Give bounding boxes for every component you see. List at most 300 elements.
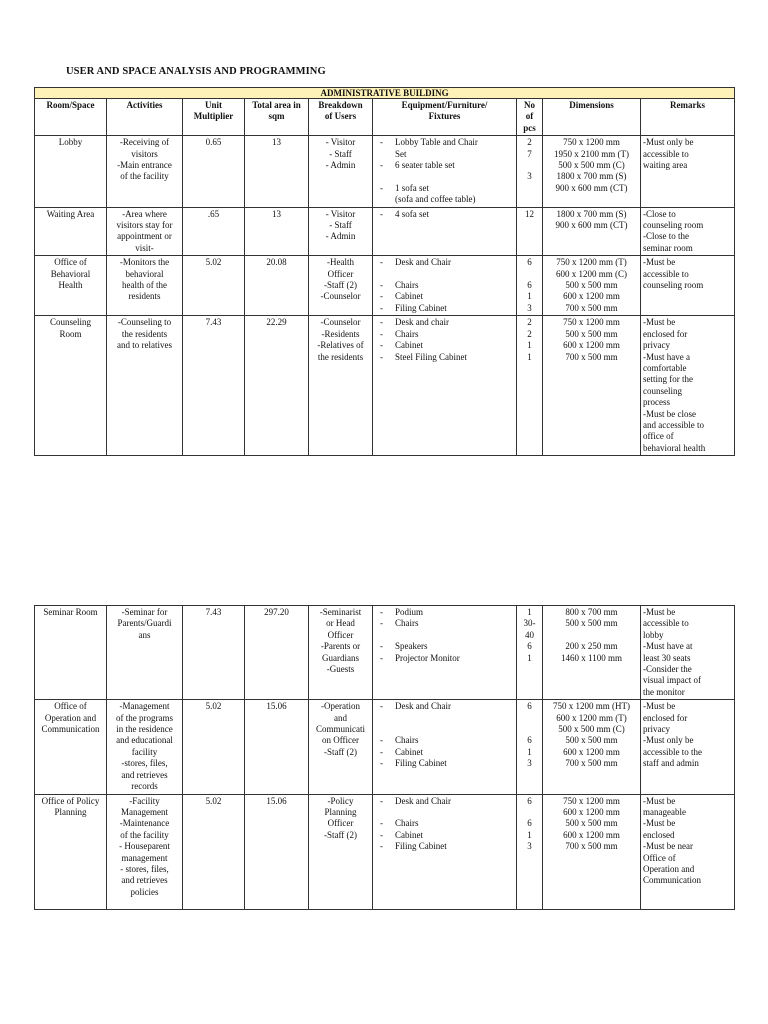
dimensions-line: 600 x 1200 mm (C) — [556, 268, 627, 279]
unit-value: 5.02 — [205, 257, 222, 268]
area-value: 15.06 — [266, 795, 287, 806]
remarks-cell — [641, 207, 735, 256]
activities-line: policies — [130, 886, 159, 897]
remarks-line: -Close to — [643, 208, 676, 219]
pcs-cell — [517, 606, 543, 700]
equipment-list — [375, 701, 514, 769]
users-line: and — [334, 712, 347, 723]
equipment-spacer — [375, 171, 514, 182]
space-program-table-top — [34, 87, 735, 456]
unit-multiplier-cell — [183, 794, 245, 909]
equipment-cell — [373, 256, 517, 316]
remarks-line: accessible to the — [643, 746, 702, 757]
dimensions-line: 750 x 1200 mm — [563, 317, 620, 328]
activities-line: ans — [138, 629, 151, 640]
equipment-item-line: - Podium — [395, 607, 424, 617]
col-header-pcs: No of pcs — [517, 99, 543, 136]
equipment-item — [375, 641, 514, 652]
pcs-line — [519, 160, 540, 171]
equipment-item-line: - Lobby Table and Chair — [395, 137, 478, 148]
equipment-item-line: - Filing Cabinet — [395, 302, 447, 313]
activities-line: residents — [128, 291, 161, 302]
equipment-item — [375, 160, 514, 171]
activities-line: -Monitors the — [119, 257, 170, 268]
dimensions-line: 200 x 250 mm — [565, 641, 618, 652]
equipment-list — [375, 209, 514, 220]
pcs-line: 6 — [527, 280, 532, 291]
remarks-line: setting for the — [643, 374, 693, 385]
remarks-line: -Must have at — [643, 641, 693, 652]
room-line: Operation and — [44, 712, 97, 723]
remarks-line: -Must be — [643, 317, 676, 328]
users-line: - Staff — [329, 220, 352, 231]
users-line: or Head — [326, 618, 355, 629]
activities-line: -Seminar for — [121, 607, 168, 617]
remarks-cell — [641, 700, 735, 794]
room-cell — [35, 794, 107, 909]
dimensions-line: 1800 x 700 mm (S) — [556, 171, 627, 182]
equipment-item-line: - Cabinet — [395, 746, 423, 757]
remarks-line: accessible to — [643, 268, 689, 279]
activities-line: and retrieves — [121, 769, 168, 780]
remarks-cell — [641, 256, 735, 316]
unit-value: .65 — [207, 208, 220, 219]
equipment-list — [375, 796, 514, 853]
table-row — [35, 316, 735, 456]
equipment-list — [375, 257, 514, 314]
dimensions-line: 600 x 1200 mm — [563, 806, 620, 817]
equipment-item-line: Set — [395, 148, 407, 159]
unit-multiplier-cell — [183, 606, 245, 700]
users-cell — [309, 700, 373, 794]
remarks-line: process — [643, 397, 670, 408]
pcs-line: 1 — [527, 652, 532, 663]
room-line: Planning — [54, 806, 87, 817]
equipment-item — [375, 747, 514, 758]
pcs-line: 6 — [527, 735, 532, 746]
equipment-item-line: - Speakers — [395, 641, 428, 652]
activities-line: facility — [131, 746, 158, 757]
area-value: 297.20 — [264, 607, 289, 617]
equipment-item — [375, 618, 514, 629]
activities-cell — [107, 700, 183, 794]
room-line: Behavioral — [50, 268, 91, 279]
equipment-item — [375, 701, 514, 712]
pcs-line: 12 — [525, 208, 534, 219]
equipment-cell — [373, 136, 517, 207]
equipment-item — [375, 352, 514, 363]
users-cell — [309, 136, 373, 207]
dimensions-line: 600 x 1200 mm (T) — [556, 712, 627, 723]
room-line: Office of — [54, 257, 87, 268]
users-line: Planning — [324, 806, 357, 817]
dimensions-line: 800 x 700 mm — [565, 607, 618, 617]
equipment-item — [375, 257, 514, 268]
users-line: Officer — [327, 268, 354, 279]
equipment-item — [375, 735, 514, 746]
remarks-line: privacy — [643, 340, 670, 351]
activities-line: the residents — [121, 328, 168, 339]
users-line: Guardians — [322, 652, 359, 663]
unit-multiplier-cell — [183, 136, 245, 207]
remarks-line: seminar room — [643, 242, 693, 253]
users-line: -Staff (2) — [323, 280, 358, 291]
users-line: Officer — [327, 629, 354, 640]
equipment-item-line: - Filing Cabinet — [395, 758, 447, 769]
dimensions-line: 600 x 1200 mm — [563, 291, 620, 302]
remarks-line: accessible to — [643, 618, 689, 629]
total-area-cell — [245, 794, 309, 909]
dimensions-line: 900 x 600 mm (CT) — [555, 220, 628, 231]
activities-line: -Counseling to — [117, 317, 172, 328]
equipment-cell — [373, 316, 517, 456]
total-area-cell — [245, 136, 309, 207]
equipment-spacer — [375, 713, 514, 724]
equipment-item-line: - Chairs — [395, 280, 419, 291]
equipment-item — [375, 137, 514, 160]
dimensions-line: 700 x 500 mm — [565, 758, 618, 769]
document-title: USER AND SPACE ANALYSIS AND PROGRAMMING — [66, 66, 326, 77]
dimensions-line: 600 x 1200 mm — [563, 829, 620, 840]
table-row — [35, 700, 735, 794]
users-line: -Residents — [321, 328, 360, 339]
equipment-item — [375, 329, 514, 340]
equipment-item-line: - Desk and Chair — [395, 701, 451, 712]
pcs-cell — [517, 256, 543, 316]
equipment-list — [375, 317, 514, 363]
dimensions-line: 900 x 600 mm (CT) — [555, 182, 628, 193]
equipment-item — [375, 280, 514, 291]
equipment-item — [375, 830, 514, 841]
activities-line: in the residence — [116, 724, 173, 735]
users-cell — [309, 606, 373, 700]
remarks-line: counseling room — [643, 220, 704, 231]
equipment-cell — [373, 207, 517, 256]
dimensions-cell — [543, 207, 641, 256]
dimensions-line: 750 x 1200 mm — [563, 795, 620, 806]
equipment-item — [375, 607, 514, 618]
users-line: on Officer — [321, 735, 360, 746]
equipment-item — [375, 796, 514, 807]
area-value: 13 — [272, 208, 281, 219]
users-line: -Relatives of — [317, 340, 364, 351]
dimensions-cell — [543, 700, 641, 794]
users-line: -Staff (2) — [323, 746, 358, 757]
activities-line: management — [121, 852, 168, 863]
remarks-line: -Must only be — [643, 137, 694, 148]
room-cell — [35, 136, 107, 207]
room-cell — [35, 207, 107, 256]
equipment-cell — [373, 606, 517, 700]
col-header-total-area: Total area in sqm — [245, 99, 309, 136]
remarks-line: staff and admin — [643, 758, 699, 769]
dimensions-line: 500 x 500 mm (C) — [558, 160, 625, 171]
unit-value: 7.43 — [205, 317, 222, 328]
pcs-line: 7 — [527, 148, 532, 159]
users-line: -Operation — [321, 701, 360, 712]
users-line: -Health — [327, 257, 354, 268]
equipment-item-line: - Chairs — [395, 735, 419, 746]
room-cell — [35, 700, 107, 794]
remarks-line: -Must be — [643, 818, 676, 829]
pcs-line: 40 — [525, 629, 534, 640]
users-line: the residents — [317, 351, 364, 362]
remarks-line: waiting area — [643, 160, 688, 171]
remarks-line: office of — [643, 431, 674, 442]
equipment-item-line: - 1 sofa set — [395, 182, 429, 193]
room-line: Health — [58, 280, 83, 291]
pcs-line: 3 — [527, 302, 532, 313]
users-line: - Admin — [325, 160, 356, 171]
dimensions-line: 750 x 1200 mm (T) — [556, 257, 627, 268]
equipment-spacer — [375, 807, 514, 818]
pcs-line: 1 — [527, 607, 532, 617]
activities-line: of the programs — [116, 712, 173, 723]
room-line: Communication — [41, 724, 100, 735]
dimensions-line: 750 x 1200 mm — [563, 137, 620, 148]
dimensions-line: 600 x 1200 mm — [563, 340, 620, 351]
table-row — [35, 606, 735, 700]
activities-line: Parents/Guardi — [117, 618, 172, 629]
dimensions-line: 500 x 500 mm — [565, 328, 618, 339]
equipment-item — [375, 818, 514, 829]
dimensions-line: 1800 x 700 mm (S) — [556, 208, 627, 219]
equipment-item-line: - 4 sofa set — [395, 208, 429, 219]
room-cell — [35, 256, 107, 316]
room-cell — [35, 316, 107, 456]
remarks-line: Office of — [643, 852, 676, 863]
equipment-spacer — [375, 724, 514, 735]
pcs-line: 2 — [527, 137, 532, 148]
users-line: - Visitor — [325, 137, 356, 148]
total-area-cell — [245, 256, 309, 316]
pcs-cell — [517, 316, 543, 456]
remarks-line: enclosed for — [643, 712, 688, 723]
users-cell — [309, 256, 373, 316]
remarks-line: enclosed for — [643, 328, 688, 339]
pcs-line: 2 — [527, 328, 532, 339]
dimensions-line: 500 x 500 mm (C) — [558, 724, 625, 735]
users-line: -Staff (2) — [323, 829, 358, 840]
unit-multiplier-cell — [183, 256, 245, 316]
dimensions-cell — [543, 794, 641, 909]
remarks-line: -Must be — [643, 795, 676, 806]
total-area-cell — [245, 207, 309, 256]
unit-value: 5.02 — [205, 701, 222, 712]
room-line: Office of — [54, 701, 87, 712]
equipment-item-line: (sofa and coffee table) — [395, 194, 476, 205]
pcs-line: 3 — [527, 758, 532, 769]
activities-line: visitors — [131, 148, 158, 159]
area-value: 13 — [272, 137, 281, 148]
equipment-item-line: - Filing Cabinet — [395, 841, 447, 852]
table-row — [35, 256, 735, 316]
activities-line: appointment or — [117, 231, 172, 242]
remarks-line: Operation and — [643, 863, 695, 874]
activities-line: and educational — [116, 735, 173, 746]
activities-line: -stores, files, — [121, 758, 168, 769]
area-value: 20.08 — [266, 257, 287, 268]
area-value: 22.29 — [266, 317, 287, 328]
users-line: -Seminarist — [319, 607, 362, 617]
equipment-item-line: - Cabinet — [395, 829, 423, 840]
pcs-line: 6 — [527, 795, 532, 806]
total-area-cell — [245, 606, 309, 700]
remarks-cell — [641, 606, 735, 700]
remarks-line: enclosed — [643, 829, 675, 840]
unit-multiplier-cell — [183, 207, 245, 256]
pcs-line: 1 — [527, 340, 532, 351]
equipment-item-line: - 6 seater table set — [395, 160, 455, 171]
col-header-equipment: Equipment/Furniture/ Fixtures — [373, 99, 517, 136]
dimensions-line: 500 x 500 mm — [565, 280, 618, 291]
room-line: Room — [59, 328, 82, 339]
users-line: - Admin — [325, 231, 356, 242]
pcs-cell — [517, 794, 543, 909]
remarks-line: counseling — [643, 385, 682, 396]
dimensions-cell — [543, 136, 641, 207]
pcs-line: 3 — [527, 841, 532, 852]
dimensions-cell — [543, 256, 641, 316]
remarks-line: -Must have a — [643, 351, 690, 362]
activities-line: and retrieves — [121, 875, 168, 886]
users-line: -Counselor — [320, 317, 361, 328]
remarks-line: accessible to — [643, 148, 689, 159]
users-line: -Policy — [327, 795, 354, 806]
pcs-cell — [517, 207, 543, 256]
activities-cell — [107, 136, 183, 207]
equipment-item-line: - Chairs — [395, 618, 419, 629]
remarks-line: and accessible to — [643, 419, 704, 430]
activities-line: -Area where — [122, 208, 167, 219]
dimensions-line: 700 x 500 mm — [565, 302, 618, 313]
remarks-line: -Must be — [643, 701, 676, 712]
dimensions-line: 1460 x 1100 mm — [561, 652, 622, 663]
pcs-line: 3 — [527, 171, 532, 182]
header-row — [35, 99, 735, 136]
pcs-line — [519, 713, 540, 724]
pcs-line: 6 — [527, 257, 532, 268]
activities-cell — [107, 207, 183, 256]
activities-line: -Receiving of — [119, 137, 170, 148]
equipment-item — [375, 317, 514, 328]
users-cell — [309, 316, 373, 456]
remarks-line: -Must be close — [643, 408, 696, 419]
users-line: -Parents or — [320, 641, 361, 652]
equipment-item — [375, 340, 514, 351]
table-row — [35, 207, 735, 256]
activities-line: -Facility — [129, 795, 160, 806]
pcs-line — [519, 269, 540, 280]
users-line: -Counselor — [320, 291, 361, 302]
activities-line: -Main entrance — [117, 160, 172, 171]
dimensions-line: 700 x 500 mm — [565, 351, 618, 362]
col-header-unit-multiplier: Unit Multiplier — [183, 99, 245, 136]
equipment-item-line: - Cabinet — [395, 340, 423, 351]
dimensions-line: 500 x 500 mm — [565, 735, 618, 746]
equipment-item-line: - Chairs — [395, 818, 419, 829]
equipment-list — [375, 137, 514, 205]
dimensions-line — [545, 630, 638, 641]
equipment-list — [375, 607, 514, 664]
pcs-line — [519, 724, 540, 735]
pcs-line: 6 — [527, 641, 532, 652]
remarks-line: the monitor — [643, 686, 685, 697]
remarks-cell — [641, 316, 735, 456]
equipment-item — [375, 758, 514, 769]
remarks-line: visual impact of — [643, 675, 701, 686]
dimensions-line: 500 x 500 mm — [565, 618, 618, 629]
unit-value: 7.43 — [205, 607, 222, 617]
equipment-spacer — [375, 630, 514, 641]
total-area-cell — [245, 700, 309, 794]
table-row — [35, 794, 735, 909]
col-header-activities: Activities — [107, 99, 183, 136]
building-banner: ADMINISTRATIVE BUILDING — [35, 88, 735, 99]
unit-value: 5.02 — [205, 795, 222, 806]
remarks-line: counseling room — [643, 280, 704, 291]
remarks-line: manageable — [643, 806, 686, 817]
activities-line: visitors stay for — [116, 220, 173, 231]
pcs-line: 6 — [527, 701, 532, 712]
activities-line: -Maintenance — [119, 818, 170, 829]
remarks-line: Communication — [643, 875, 701, 886]
activities-line: records — [131, 781, 158, 792]
equipment-item-line: - Desk and Chair — [395, 257, 451, 268]
equipment-item — [375, 653, 514, 664]
remarks-line: -Close to the — [643, 231, 689, 242]
pcs-cell — [517, 136, 543, 207]
remarks-line: privacy — [643, 724, 670, 735]
users-cell — [309, 207, 373, 256]
activities-cell — [107, 316, 183, 456]
equipment-item — [375, 183, 514, 206]
remarks-line: -Must only be — [643, 735, 694, 746]
activities-line: of the facility — [120, 829, 169, 840]
unit-multiplier-cell — [183, 316, 245, 456]
equipment-cell — [373, 700, 517, 794]
room-cell — [35, 606, 107, 700]
users-line: -Guests — [326, 664, 355, 675]
remarks-cell — [641, 794, 735, 909]
dimensions-cell — [543, 606, 641, 700]
room-line: Office of Policy — [41, 795, 100, 806]
users-line: - Staff — [329, 148, 352, 159]
activities-cell — [107, 794, 183, 909]
dimensions-line: 1950 x 2100 mm (T) — [554, 148, 629, 159]
pcs-line: 1 — [527, 829, 532, 840]
col-header-remarks: Remarks — [641, 99, 735, 136]
activities-line: of the facility — [120, 171, 169, 182]
dimensions-line: 500 x 500 mm — [565, 818, 618, 829]
dimensions-line: 750 x 1200 mm (HT) — [553, 701, 630, 712]
col-header-dimensions: Dimensions — [543, 99, 641, 136]
users-line: - Visitor — [325, 208, 356, 219]
unit-multiplier-cell — [183, 700, 245, 794]
equipment-item — [375, 209, 514, 220]
room-line: Waiting Area — [46, 208, 95, 219]
activities-cell — [107, 606, 183, 700]
activities-line: - stores, files, — [120, 863, 169, 874]
pcs-line: 1 — [527, 351, 532, 362]
pcs-line: 1 — [527, 291, 532, 302]
equipment-item — [375, 303, 514, 314]
activities-cell — [107, 256, 183, 316]
equipment-item-line: - Projector Monitor — [395, 652, 460, 663]
room-line: Lobby — [58, 137, 83, 148]
col-header-users: Breakdown of Users — [309, 99, 373, 136]
activities-line: behavioral — [125, 268, 164, 279]
